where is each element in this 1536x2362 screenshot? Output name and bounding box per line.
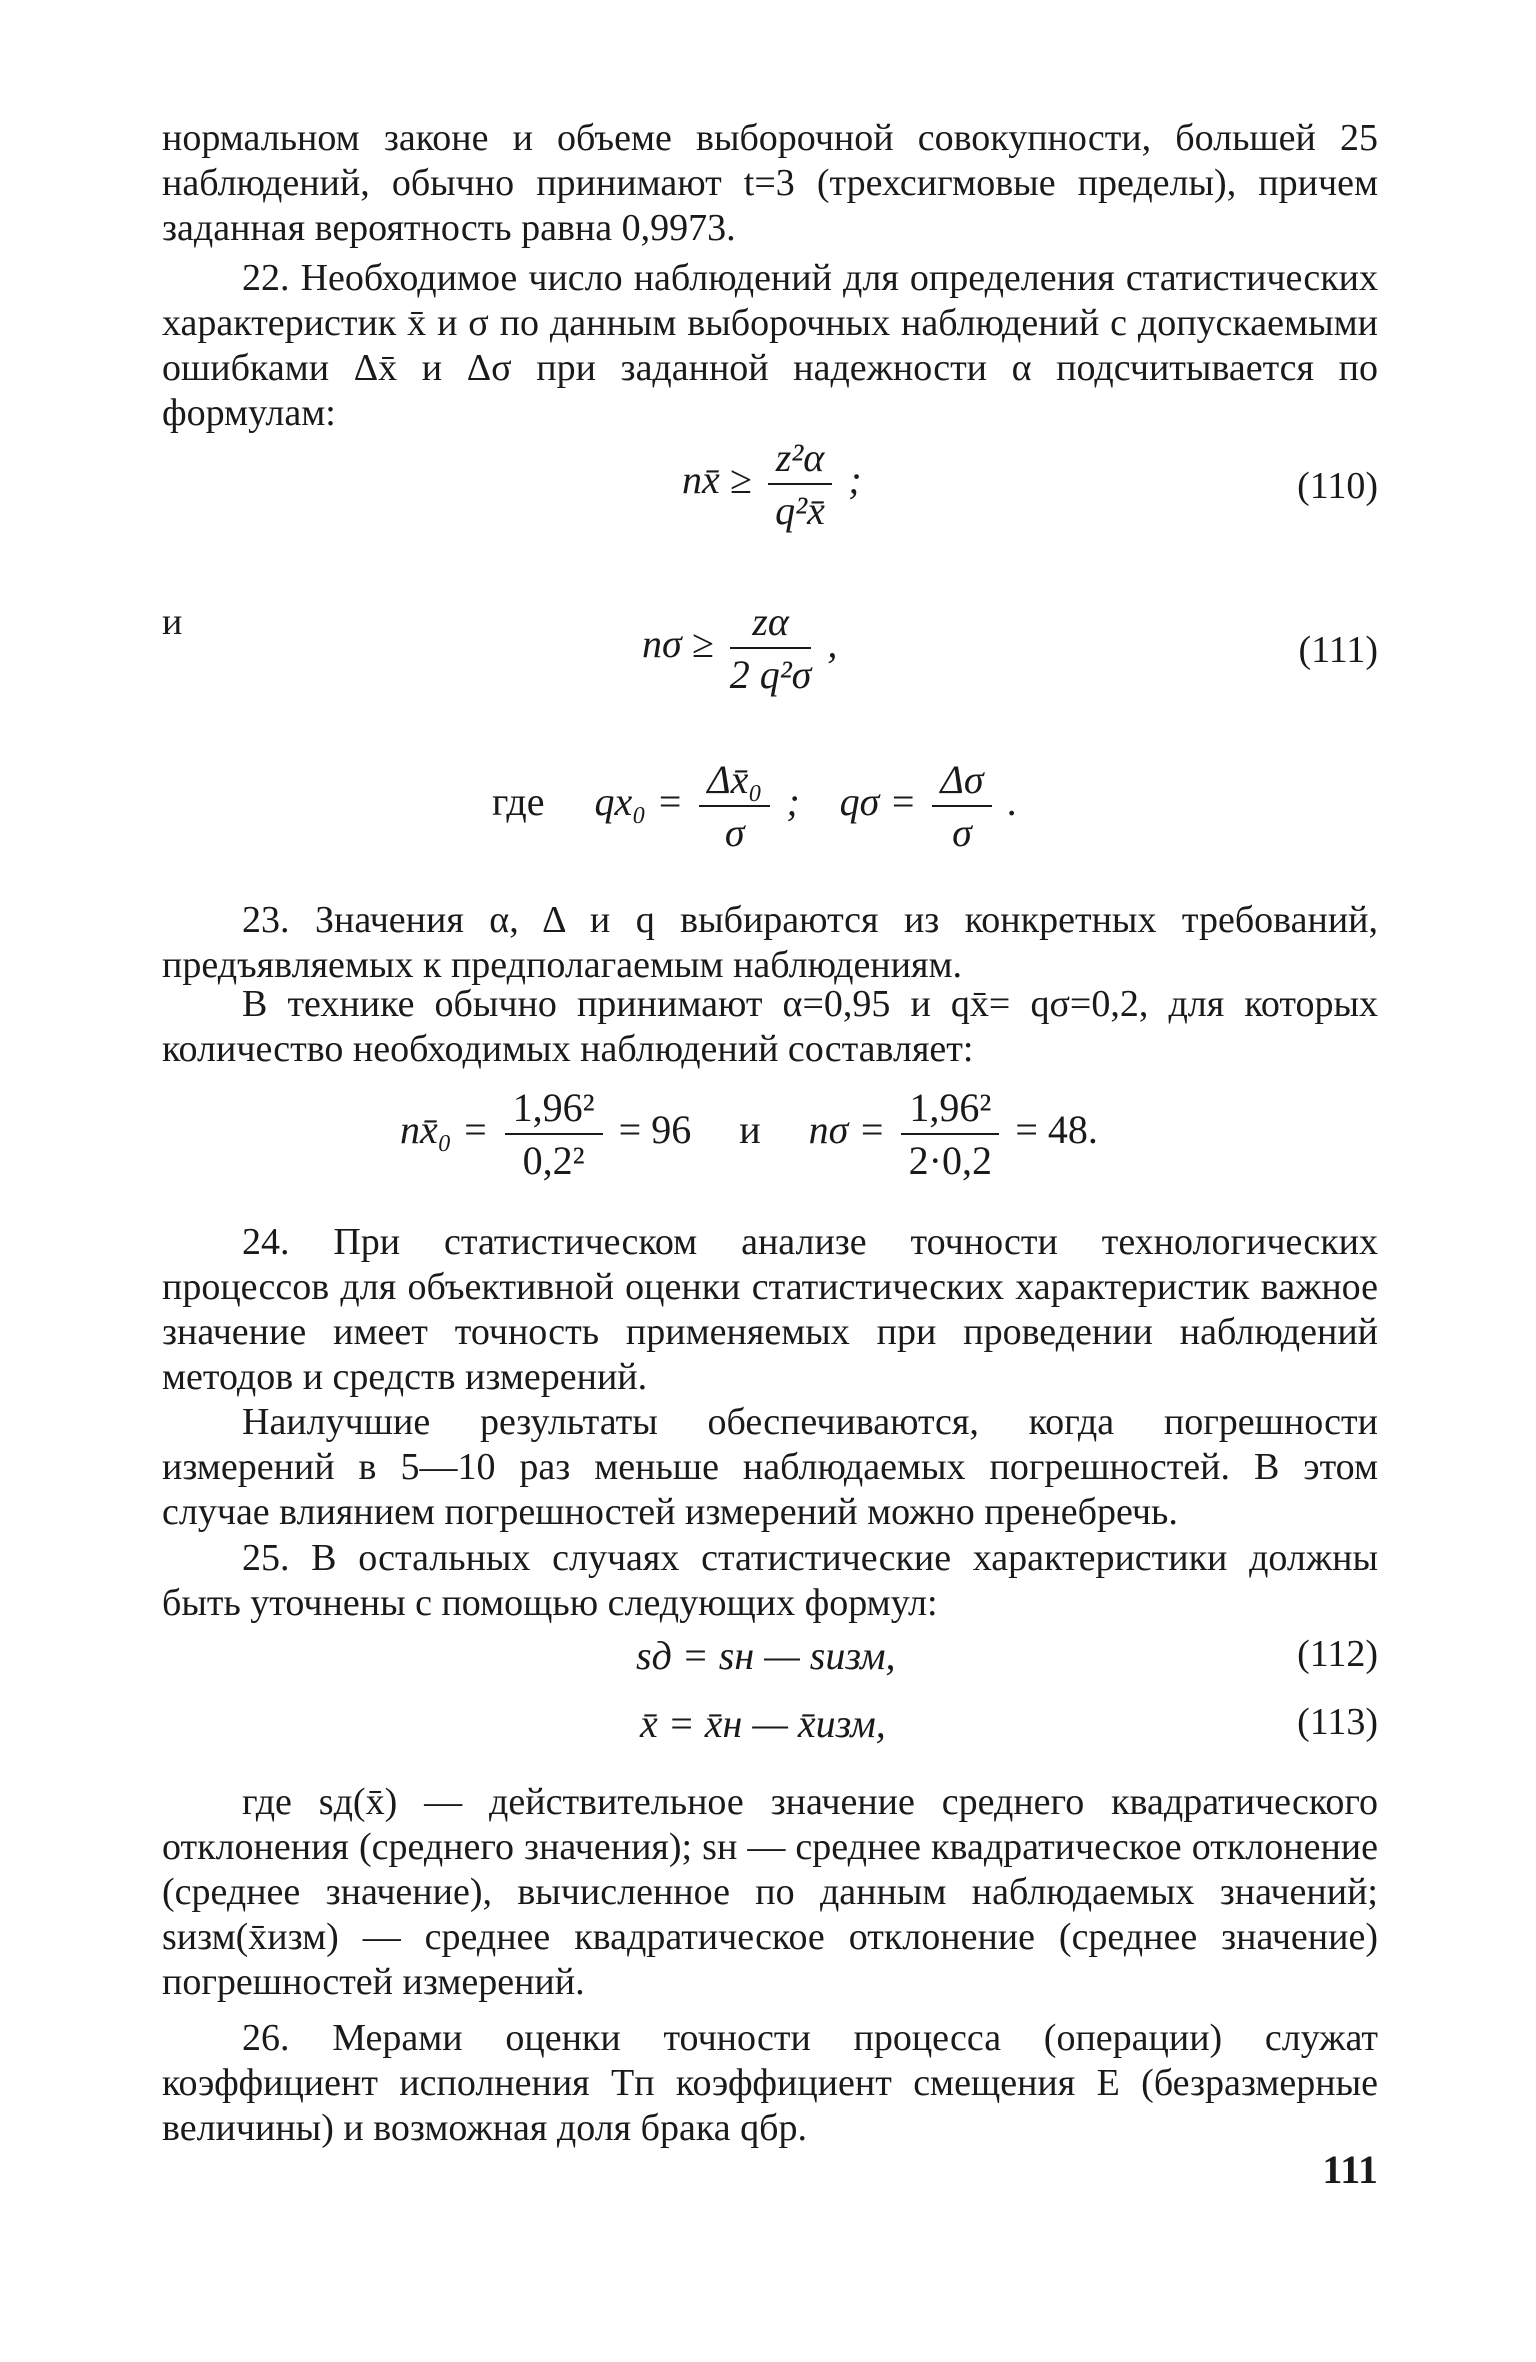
q-end: . [1007, 779, 1018, 825]
formula-113-body: x̄ = x̄н — x̄изм, [640, 1701, 886, 1746]
q1-denominator: σ [724, 810, 745, 855]
formula-111-lhs: nσ ≥ [642, 621, 714, 667]
n1-result: = 96 [618, 1107, 692, 1153]
formula-110-lhs: nx̄ ≥ [682, 457, 752, 503]
paragraph-26: 26. Мерами оценки точности процесса (операции) служат коэффициент исполнения Tп коэффициент смещения E (безразмерные величины) и возможная доля брака qбр. [162, 2017, 1378, 2149]
formula-110-tail: ; [848, 457, 862, 503]
formula-112-body: sд = sн — sизм, [636, 1633, 896, 1678]
n2-lhs: nσ = [808, 1107, 886, 1153]
formula-110-denominator: q²x̄ [775, 488, 825, 533]
n1-denominator: 0,2² [522, 1138, 585, 1183]
q1-lhs: qx₀ = [594, 779, 684, 825]
n2-denominator: 2·0,2 [908, 1138, 992, 1183]
q2-numerator: Δσ [932, 756, 991, 807]
paragraph-25b: где sд(x̄) — действительное значение среднего квадратического отклонения (среднего значения); sн — среднее квадратическое отклонение (среднее значение), вычисленное по данным наблюдаемых значений; sизм(x̄изм) — среднее квадратическое отклонение (среднее значение) погрешностей измерений. [162, 1781, 1378, 2003]
paragraph-22: 22. Необходимое число наблюдений для определения статистических характеристик x̄ и σ по данным выборочных наблюдений с допускаемыми ошибками Δx̄ и Δσ при заданной надежности α подсчитывается по формулам: [162, 257, 1378, 434]
q2-lhs: qσ = [839, 779, 917, 825]
equation-number-110: (110) [1297, 465, 1378, 507]
n1-lhs: nx̄₀ = [400, 1107, 489, 1153]
page-number: 111 [1322, 2147, 1378, 2192]
formula-111-numerator: zα [730, 598, 812, 649]
n1-numerator: 1,96² [505, 1084, 603, 1135]
paragraph-24b: Наилучшие результаты обеспечиваются, когда погрешности измерений в 5—10 раз меньше наблюдаемых погрешностей. В этом случае влиянием погрешностей измерений можно пренебречь. [162, 1401, 1378, 1533]
q1-numerator: Δx̄₀ [699, 756, 770, 807]
where-word: где [492, 779, 545, 825]
n2-result: = 48. [1015, 1107, 1098, 1153]
n-and-word: и [739, 1107, 761, 1153]
n2-numerator: 1,96² [901, 1084, 999, 1135]
paragraph-23: 23. Значения α, Δ и q выбираются из конкретных требований, предъявляемых к предполагаемым наблюдениям. [162, 899, 1378, 986]
paragraph-24: 24. При статистическом анализе точности технологических процессов для объективной оценки статистических характеристик важное значение имеет точность применяемых при проведении наблюдений методов и средств измерений. [162, 1221, 1378, 1398]
paragraph-intro: нормальном законе и объеме выборочной совокупности, большей 25 наблюдений, обычно принимают t=3 (трехсигмовые пределы), причем заданная вероятность равна 0,9973. [162, 117, 1378, 249]
equation-number-111: (111) [1298, 629, 1378, 671]
paragraph-23b: В технике обычно принимают α=0,95 и qx̄= qσ=0,2, для которых количество необходимых наблюдений составляет: [162, 983, 1378, 1070]
equation-number-112: (112) [1297, 1633, 1378, 1675]
equation-number-113: (113) [1297, 1701, 1378, 1743]
q-separator: ; [786, 779, 800, 825]
formula-111-denominator: 2 q²σ [729, 652, 812, 697]
q2-denominator: σ [952, 810, 972, 855]
paragraph-25: 25. В остальных случаях статистические характеристики должны быть уточнены с помощью следующих формул: [162, 1537, 1378, 1624]
formula-111-tail: , [827, 621, 838, 667]
and-word: и [162, 601, 183, 643]
formula-110-numerator: z²α [768, 434, 833, 485]
